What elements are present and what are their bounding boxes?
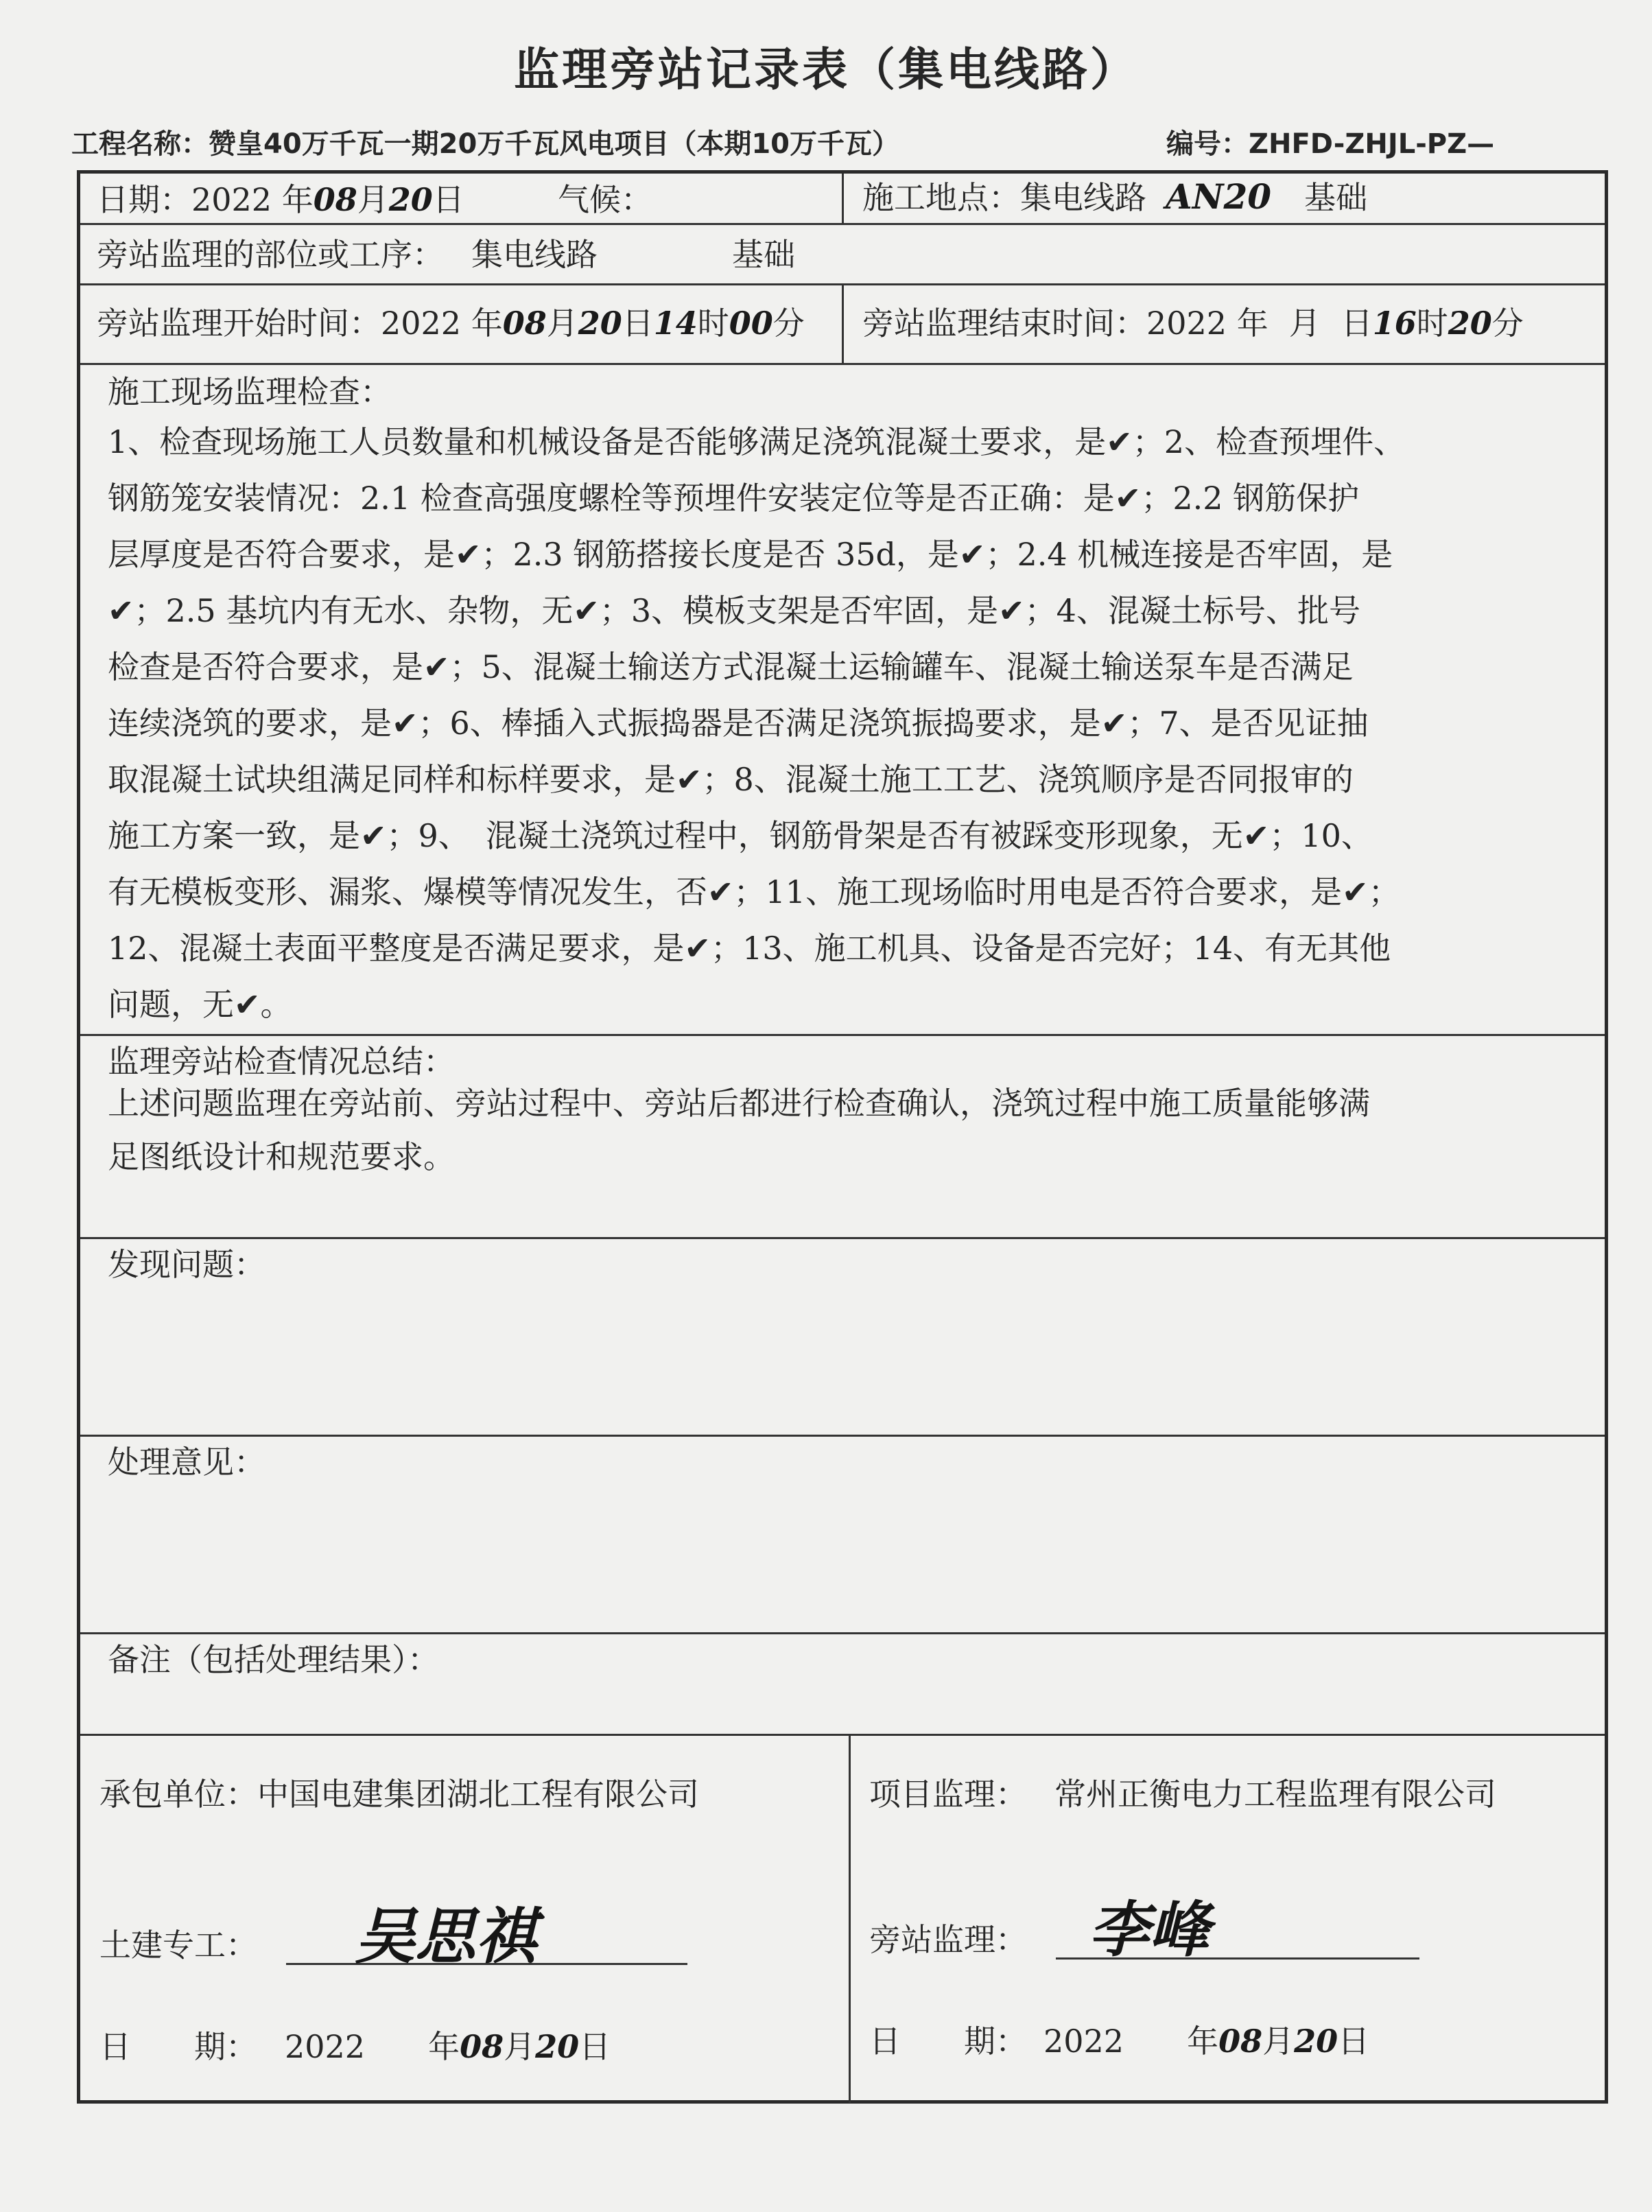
inspection-line: 1、检查现场施工人员数量和机械设备是否能够满足浇筑混凝土要求，是✔；2、检查预埋件、	[108, 423, 1406, 460]
summary-line: 上述问题监理在旁站前、旁站过程中、旁站后都进行检查确认，浇筑过程中施工质量能够满	[108, 1085, 1370, 1122]
date-month: 08	[313, 181, 357, 218]
inspection-line: 有无模板变形、漏浆、爆模等情况发生，否✔；11、施工现场临时用电是否符合要求，是✔；	[108, 873, 1400, 910]
date-day-unit: 日	[432, 181, 464, 218]
date-month-unit: 月	[357, 181, 389, 218]
start-hour: 14	[653, 305, 698, 342]
start-time-cell	[97, 301, 805, 345]
position-value-line: 集电线路	[471, 236, 598, 273]
position-cell	[97, 233, 795, 276]
end-day-unit: 日	[1341, 305, 1373, 342]
start-minute-unit: 分	[772, 305, 805, 342]
contractor-cell	[99, 1772, 699, 1816]
right-date-cell	[869, 2019, 1369, 2063]
end-time-cell	[862, 301, 1524, 345]
site-label: 施工地点：	[862, 179, 1020, 216]
number-label: 编号：	[1166, 128, 1249, 160]
site-cell	[862, 175, 1367, 220]
form-number	[1166, 122, 1494, 161]
inspection-title: 施工现场监理检查：	[108, 373, 392, 410]
row-divider	[80, 1734, 1605, 1736]
inspection-line: 问题，无✔。	[108, 986, 292, 1023]
end-hour: 16	[1372, 305, 1417, 342]
onsite-signature: 李峰	[1089, 1894, 1210, 1965]
start-minute: 00	[729, 305, 773, 342]
left-date-cell	[99, 2025, 611, 2069]
left-date-month-unit: 月	[504, 2028, 536, 2065]
left-date-year: 2022 年	[285, 2028, 460, 2065]
col-divider	[842, 283, 844, 363]
engineer-label: 土建专工：	[99, 1927, 257, 1964]
contractor-label: 承包单位：	[99, 1776, 257, 1813]
end-label: 旁站监理结束时间：	[862, 305, 1146, 342]
left-date-day: 20	[535, 2028, 580, 2065]
end-minute-unit: 分	[1491, 305, 1524, 342]
start-year: 2022 年	[381, 305, 503, 342]
right-date-label: 日 期：	[869, 2023, 1027, 2060]
weather-cell	[558, 178, 652, 222]
remarks-title: 备注（包括处理结果）：	[108, 1641, 439, 1678]
summary-text	[108, 1076, 1588, 1184]
supervisor-label: 项目监理：	[869, 1776, 1027, 1813]
project-name	[71, 122, 899, 161]
row-divider	[80, 363, 1605, 365]
site-handwritten: AN20	[1166, 176, 1272, 217]
supervisor-cell	[869, 1772, 1496, 1816]
site-value: 集电线路	[1020, 179, 1146, 216]
project-label: 工程名称：	[71, 128, 209, 160]
start-month: 08	[502, 305, 547, 342]
col-divider	[849, 1734, 851, 2103]
row-divider	[80, 1237, 1605, 1239]
right-date-day-unit: 日	[1338, 2023, 1370, 2060]
opinion-title: 处理意见：	[108, 1444, 266, 1481]
right-date-day: 20	[1294, 2023, 1338, 2060]
end-hour-unit: 时	[1416, 305, 1448, 342]
site-suffix: 基础	[1304, 179, 1368, 216]
project-value: 赞皇40万千瓦一期20万千瓦风电项目（本期10万千瓦）	[209, 128, 899, 160]
weather-label: 气候：	[558, 181, 652, 218]
date-cell	[97, 178, 464, 222]
left-date-label: 日 期：	[99, 2028, 257, 2065]
end-minute: 20	[1448, 305, 1492, 342]
number-value: ZHFD-ZHJL-PZ—	[1249, 128, 1495, 160]
position-value-part: 基础	[732, 236, 795, 273]
form-title: 监理旁站记录表（集电线路）	[514, 43, 1138, 96]
position-label: 旁站监理的部位或工序：	[97, 236, 444, 273]
date-year: 2022 年	[191, 181, 314, 218]
row-divider	[80, 1632, 1605, 1634]
inspection-line: 检查是否符合要求，是✔；5、混凝土输送方式混凝土运输罐车、混凝土输送泵车是否满足	[108, 648, 1354, 685]
inspection-line: 施工方案一致，是✔；9、 混凝土浇筑过程中，钢筋骨架是否有被踩变形现象，无✔；10、	[108, 817, 1373, 854]
inspection-text	[108, 414, 1588, 1033]
end-month-unit: 月	[1288, 305, 1321, 342]
left-date-day-unit: 日	[579, 2028, 611, 2065]
end-year: 2022 年	[1146, 305, 1268, 342]
date-day: 20	[388, 181, 433, 218]
row-divider	[80, 1034, 1605, 1036]
col-divider	[842, 174, 844, 223]
date-label: 日期：	[97, 181, 191, 218]
start-label: 旁站监理开始时间：	[97, 305, 381, 342]
right-date-month-unit: 月	[1262, 2023, 1295, 2060]
start-day: 20	[578, 305, 622, 342]
left-date-month: 08	[460, 2028, 504, 2065]
supervisor-value: 常州正衡电力工程监理有限公司	[1054, 1776, 1496, 1813]
start-month-unit: 月	[546, 305, 578, 342]
row-divider	[80, 223, 1605, 225]
onsite-label: 旁站监理：	[869, 1921, 1027, 1958]
inspection-line: 连续浇筑的要求，是✔；6、棒插入式振捣器是否满足浇筑振捣要求，是✔；7、是否见证抽	[108, 705, 1369, 742]
problems-title: 发现问题：	[108, 1246, 266, 1283]
inspection-line: 12、混凝土表面平整度是否满足要求，是✔；13、施工机具、设备是否完好；14、有无其他	[108, 930, 1391, 967]
inspection-line: ✔；2.5 基坑内有无水、杂物，无✔；3、模板支架是否牢固，是✔；4、混凝土标号、批号	[108, 592, 1360, 629]
inspection-line: 层厚度是否符合要求，是✔；2.3 钢筋搭接长度是否 35d，是✔；2.4 机械连接是否牢固，是	[108, 536, 1393, 573]
engineer-signature: 吴思祺	[355, 1901, 536, 1972]
start-hour-unit: 时	[697, 305, 729, 342]
onsite-cell	[869, 1918, 1027, 1962]
row-divider	[80, 1435, 1605, 1437]
start-day-unit: 日	[622, 305, 654, 342]
right-date-year: 2022 年	[1043, 2023, 1219, 2060]
contractor-value: 中国电建集团湖北工程有限公司	[257, 1776, 699, 1813]
engineer-cell	[99, 1923, 257, 1967]
summary-title: 监理旁站检查情况总结：	[108, 1043, 455, 1080]
inspection-line: 钢筋笼安装情况：2.1 检查高强度螺栓等预埋件安装定位等是否正确：是✔；2.2 钢筋保护	[108, 480, 1360, 517]
inspection-line: 取混凝土试块组满足同样和标样要求，是✔；8、混凝土施工工艺、浇筑顺序是否同报审的	[108, 761, 1354, 798]
right-date-month: 08	[1218, 2023, 1263, 2060]
summary-line: 足图纸设计和规范要求。	[108, 1138, 455, 1175]
record-form	[77, 170, 1608, 2104]
